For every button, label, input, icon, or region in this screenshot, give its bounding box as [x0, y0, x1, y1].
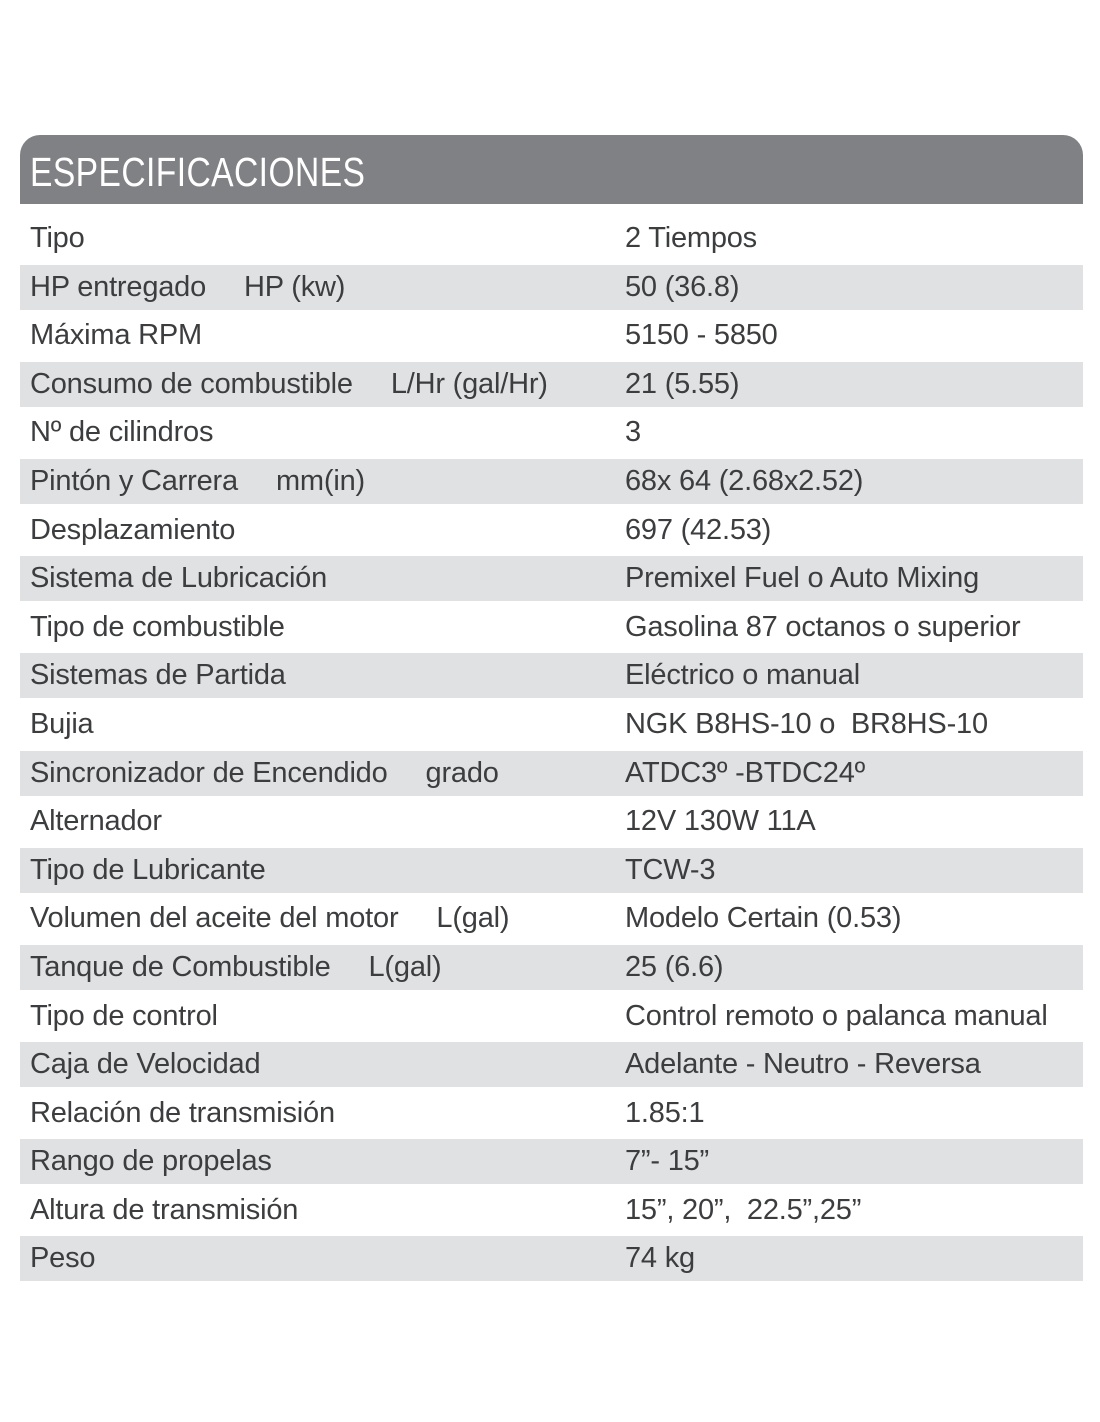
spec-unit: L(gal) [436, 902, 510, 935]
table-row [20, 1236, 1083, 1281]
section-title [30, 135, 439, 204]
spec-label-cell [30, 508, 235, 553]
spec-label: Pintón y Carrera [30, 464, 238, 497]
table-row [20, 410, 1083, 455]
spec-table [20, 216, 1083, 1285]
spec-label-cell [30, 994, 218, 1039]
table-row [20, 653, 1083, 698]
spec-label: Tipo de Lubricante [30, 853, 266, 886]
section-header-bar [20, 135, 1083, 204]
spec-value: 5150 - 5850 [625, 319, 778, 352]
spec-label-cell [30, 459, 365, 504]
table-row [20, 216, 1083, 261]
table-row [20, 751, 1083, 796]
table-row [20, 362, 1083, 407]
spec-label: Sistemas de Partida [30, 659, 286, 692]
spec-value: 1.85:1 [625, 1096, 705, 1129]
spec-unit: L(gal) [368, 950, 442, 983]
spec-label: Sincronizador de Encendido [30, 756, 388, 789]
spec-label: Tipo de combustible [30, 610, 285, 643]
spec-value: 3 [625, 416, 641, 449]
spec-label-cell [30, 1091, 335, 1136]
spec-value: ATDC3º -BTDC24º [625, 756, 866, 789]
spec-unit: HP (kw) [244, 270, 346, 303]
spec-label-cell [30, 265, 345, 310]
spec-label-cell [30, 1188, 298, 1233]
spec-label: Caja de Velocidad [30, 1048, 261, 1081]
table-row [20, 945, 1083, 990]
spec-value: 68x 64 (2.68x2.52) [625, 464, 864, 497]
table-row [20, 313, 1083, 358]
spec-label: Alternador [30, 805, 162, 838]
spec-value: Modelo Certain (0.53) [625, 902, 902, 935]
spec-label-cell [30, 702, 94, 747]
spec-label-cell [30, 216, 85, 261]
spec-label-cell [30, 556, 327, 601]
spec-label: Volumen del aceite del motor [30, 902, 399, 935]
spec-value: 2 Tiempos [625, 222, 757, 254]
spec-label-cell [30, 313, 202, 358]
table-row [20, 1091, 1083, 1136]
spec-label-cell [30, 945, 441, 990]
table-row [20, 1188, 1083, 1233]
spec-unit: L/Hr (gal/Hr) [390, 367, 548, 400]
table-row [20, 605, 1083, 650]
spec-label: Tipo de control [30, 999, 218, 1032]
spec-label: Máxima RPM [30, 319, 203, 352]
spec-label: Peso [30, 1242, 96, 1275]
spec-value: Control remoto o palanca manual [625, 999, 1048, 1032]
table-row [20, 1139, 1083, 1184]
spec-value: Gasolina 87 octanos o superior [625, 610, 1021, 643]
spec-value: TCW-3 [625, 853, 716, 886]
spec-value: 25 (6.6) [625, 950, 724, 983]
spec-label-cell [30, 1042, 260, 1087]
table-row [20, 556, 1083, 601]
spec-value: 21 (5.55) [625, 367, 740, 400]
spec-label: Bujia [30, 707, 94, 740]
table-row [20, 265, 1083, 310]
spec-label-cell [30, 1236, 95, 1281]
table-row [20, 896, 1083, 941]
spec-value: 15”, 20”, 22.5”,25” [625, 1193, 862, 1226]
spec-label-cell [30, 848, 266, 893]
table-row [20, 994, 1083, 1039]
spec-label-cell [30, 362, 548, 407]
spec-label-cell [30, 1139, 272, 1184]
spec-value: Premixel Fuel o Auto Mixing [625, 562, 980, 595]
spec-value: NGK B8HS-10 o BR8HS-10 [625, 707, 988, 740]
spec-label: Tipo [30, 222, 85, 254]
table-row [20, 799, 1083, 844]
table-row [20, 508, 1083, 553]
spec-value: 50 (36.8) [625, 270, 740, 303]
spec-label: Rango de propelas [30, 1145, 272, 1178]
spec-value: 12V 130W 11A [625, 805, 816, 838]
table-row [20, 702, 1083, 747]
spec-label-cell [30, 653, 286, 698]
spec-value: 74 kg [625, 1242, 695, 1275]
table-row [20, 848, 1083, 893]
spec-label: Relación de transmisión [30, 1096, 335, 1129]
spec-label: Tanque de Combustible [30, 950, 331, 983]
spec-label: Sistema de Lubricación [30, 562, 328, 595]
spec-value: 697 (42.53) [625, 513, 772, 546]
spec-value: Eléctrico o manual [625, 659, 860, 692]
table-row [20, 1042, 1083, 1087]
spec-label-cell [30, 799, 162, 844]
spec-value: Adelante - Neutro - Reversa [625, 1048, 981, 1081]
spec-label: Consumo de combustible [30, 367, 353, 400]
spec-value: 7”- 15” [625, 1145, 710, 1178]
spec-label-cell [30, 605, 285, 650]
spec-label: Nº de cilindros [30, 416, 214, 449]
spec-label-cell [30, 410, 213, 455]
table-row [20, 459, 1083, 504]
spec-label: Desplazamiento [30, 513, 236, 546]
section-title-text: ESPECIFICACIONES [30, 149, 366, 195]
spec-unit: grado [425, 756, 499, 789]
spec-label-cell [30, 751, 499, 796]
spec-label-cell [30, 896, 509, 941]
spec-label: Altura de transmisión [30, 1193, 299, 1226]
spec-unit: mm(in) [275, 464, 365, 497]
spec-label: HP entregado [30, 270, 207, 303]
